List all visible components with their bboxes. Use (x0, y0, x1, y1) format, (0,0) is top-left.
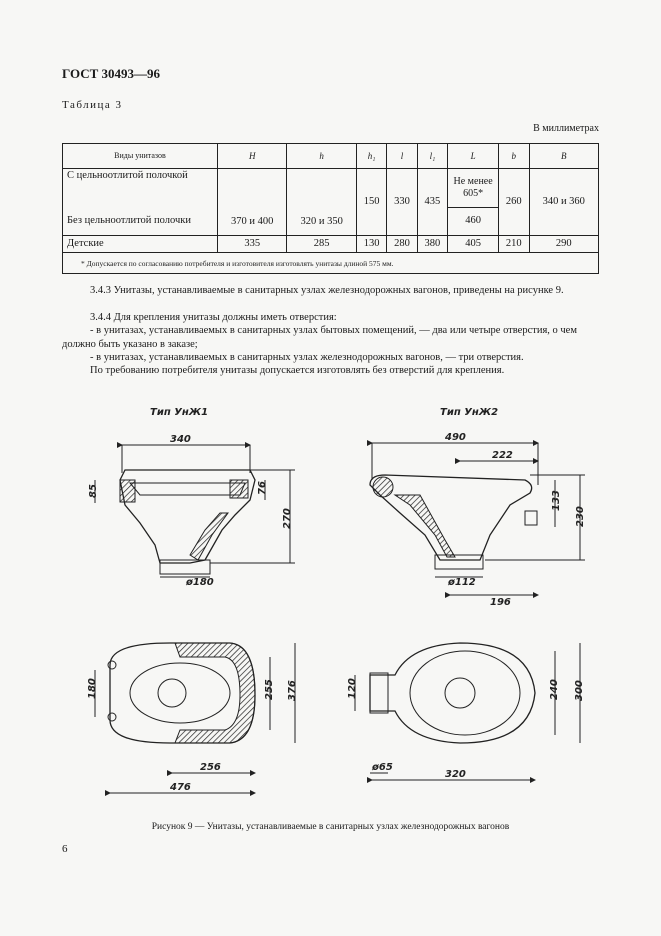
row-name: Детские (63, 236, 218, 253)
cell-h: 320 и 350 (287, 169, 356, 236)
table-footnote: * Допускается по согласованию потребителя и изготовителя изготовлять унитазы длиной 575 мм. (63, 253, 599, 274)
dim-text: 376 (287, 680, 298, 701)
paragraph-3-4-3: 3.4.3 Унитазы, устанавливаемые в санитарных узлах железнодорожных вагонов, приведены на рисунке 9. (90, 285, 564, 296)
cell-b: 210 (499, 236, 529, 253)
type1-plan-view (87, 643, 298, 793)
cell-b: 260 (499, 169, 529, 236)
dim-text: 490 (445, 432, 466, 443)
figure-drawings (0, 395, 661, 815)
cell-L: 405 (448, 236, 499, 253)
dim-text: 222 (492, 450, 513, 461)
paragraph-list-2: - в унитазах, устанавливаемых в санитарных узлах железнодорожных вагонов, — три отверстия. (90, 352, 524, 363)
dim-text: 320 (445, 769, 466, 780)
header-cell: Виды унитазов (63, 144, 218, 169)
row-name: С цельноотлитой полочкой (63, 169, 218, 208)
cell-B: 340 и 360 (529, 169, 599, 236)
spec-table (62, 143, 599, 274)
table-title: Таблица 3 (62, 99, 123, 111)
cell-L: Не менее 605* (448, 169, 499, 208)
header-cell: h₁ (356, 144, 386, 169)
paragraph-3-4-4: 3.4.4 Для крепления унитазы должны иметь отверстия: (90, 312, 337, 323)
dim-text: ø180 (186, 577, 214, 588)
cell-h: 285 (287, 236, 356, 253)
table-row (63, 236, 599, 253)
dim-text: 240 (549, 679, 560, 700)
cell-H: 370 и 400 (218, 169, 287, 236)
dim-text: 476 (170, 782, 191, 793)
header-cell: h (287, 144, 356, 169)
table-row (63, 169, 599, 208)
dim-text: 255 (264, 679, 275, 700)
header-cell: L (448, 144, 499, 169)
cell-H: 335 (218, 236, 287, 253)
dim-text: 85 (88, 484, 99, 498)
type1-title: Тип УнЖ1 (150, 407, 209, 418)
header-cell: H (218, 144, 287, 169)
header-cell: l (387, 144, 417, 169)
cell-l: 330 (387, 169, 417, 236)
table-header-row (63, 144, 599, 169)
table-footnote-row (63, 253, 599, 274)
type1-side-view (88, 434, 295, 588)
dim-text: ø112 (448, 577, 476, 588)
header-cell: l₁ (417, 144, 447, 169)
dim-text: 180 (87, 678, 98, 699)
dim-text: ø65 (372, 762, 393, 773)
paragraph-list-1: - в унитазах, устанавливаемых в санитарных узлах бытовых помещений, — два или четыре отверстия, о чем должно быть указано в заказе; (62, 325, 577, 350)
header-cell: B (529, 144, 599, 169)
page-number: 6 (62, 843, 68, 855)
dim-text: 120 (347, 678, 358, 699)
dim-text: 340 (170, 434, 191, 445)
document-code: ГОСТ 30493—96 (62, 66, 161, 81)
header-cell: b (499, 144, 529, 169)
type2-side-view (370, 432, 586, 608)
dim-text: 270 (282, 508, 293, 529)
cell-h1: 130 (356, 236, 386, 253)
dim-text: 196 (490, 597, 511, 608)
dim-text: 256 (200, 762, 221, 773)
type2-plan-view (347, 643, 585, 780)
cell-l1: 380 (417, 236, 447, 253)
type2-title: Тип УнЖ2 (440, 407, 499, 418)
dim-text: 133 (551, 490, 562, 511)
dim-text: 76 (257, 481, 268, 495)
dim-text: 230 (575, 506, 586, 527)
paragraph-note: По требованию потребителя унитазы допускается изготовлять без отверстий для крепления. (90, 365, 505, 376)
cell-l1: 435 (417, 169, 447, 236)
row-name: Без цельноотлитой полочки (63, 207, 218, 236)
cell-h1: 150 (356, 169, 386, 236)
cell-l: 280 (387, 236, 417, 253)
cell-B: 290 (529, 236, 599, 253)
dim-text: 300 (574, 680, 585, 701)
cell-L: 460 (448, 207, 499, 236)
table-units: В миллиметрах (533, 123, 599, 134)
figure-caption: Рисунок 9 — Унитазы, устанавливаемые в санитарных узлах железнодорожных вагонов (151, 822, 510, 832)
